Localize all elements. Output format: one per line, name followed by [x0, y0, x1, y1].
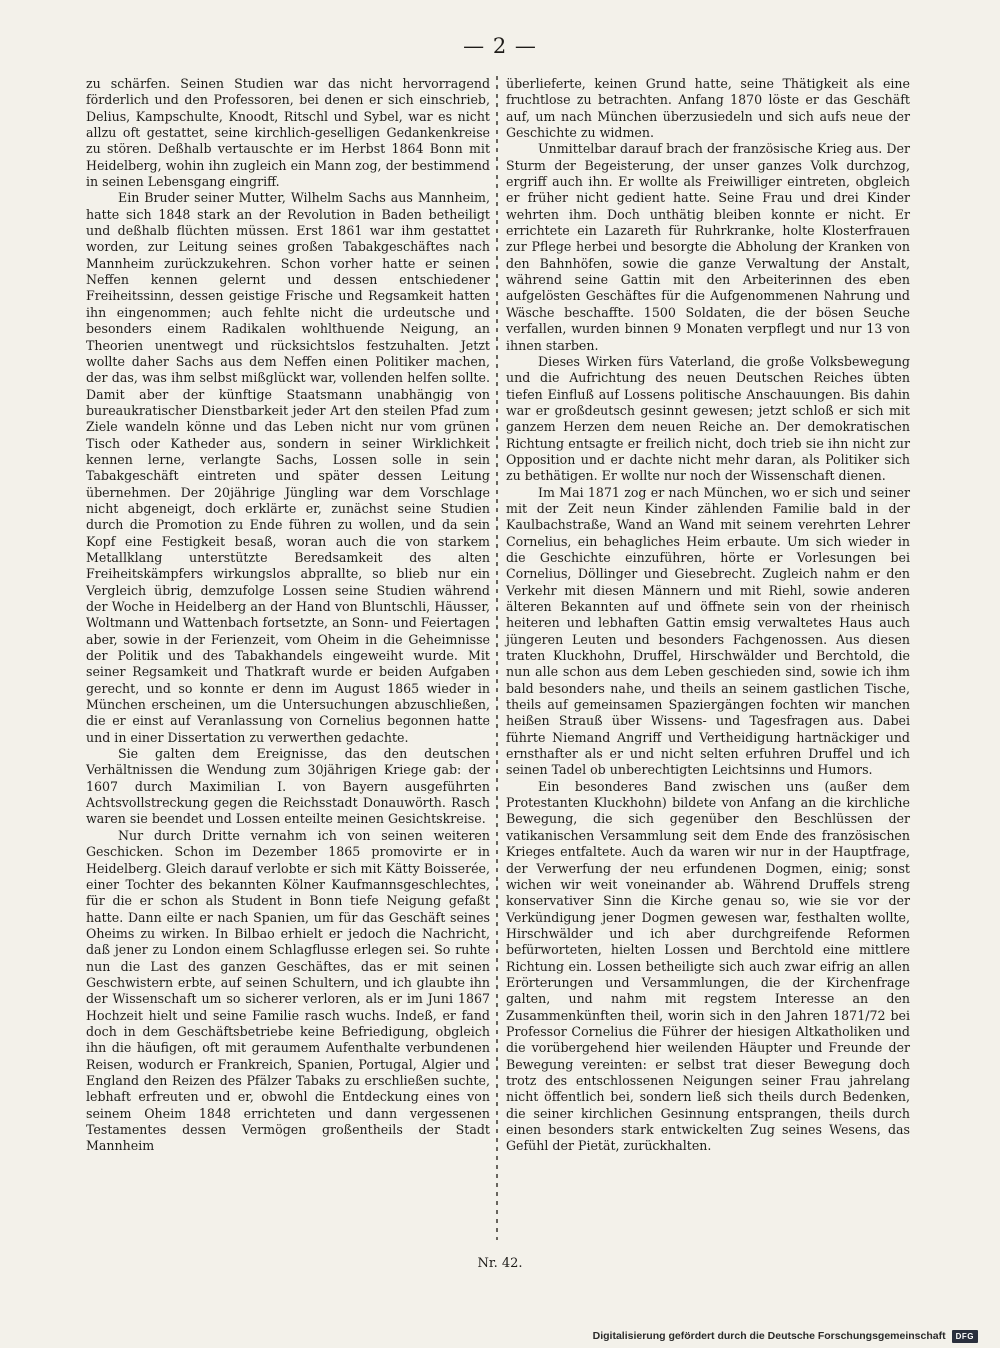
paragraph: Ein Bruder seiner Mutter, Wilhelm Sachs aus Mannheim, hatte sich 1848 stark an der Revolution in Baden betheiligt und deßhalb flüchten müssen. Erst 1861 war ihm gestattet worden, zur Leitung seines großen Tabakgeschäftes nach Mannheim zurückzukehren. Schon vorher hatte er seinen Neffen kennen gelernt und dessen entschiedener Freiheitssinn, dessen geistige Frische und Regsamkeit hatten ihn eingenommen; auch fehlte nicht die urdeutsche und besonders einem Radikalen wohlthuende Neigung, an Theorien unentwegt und rücksichtslos festzuhalten. Jetzt wollte daher Sachs aus dem Neffen einen Politiker machen, der das, was ihm selbst mißglückt war, vollenden helfen sollte. Damit aber der künftige Staatsmann unabhängig von bureaukratischer Dienstbarkeit jeder Art den steilen Pfad zum Ziele wandeln könne und das Leben nicht nur vom grünen Tisch oder Katheder aus, sondern in seiner Wirklichkeit kennen lerne, verlangte Sachs, Lossen solle in sein Tabakgeschäft eintreten und später dessen Leitung übernehmen. Der 20jährige Jüngling war dem Vorschlage nicht abgeneigt, doch erklärte er, zunächst seine Studien durch die Promotion zu Ende führen zu wollen, und da sein Kopf eine Festigkeit besaß, woran auch die von starkem Metallklang unterstützte Beredsamkeit des alten Freiheitskämpfers wirkungslos abprallte, so blieb nur ein Vergleich übrig, demzufolge Lossen seine Studien während der Woche in Heidelberg an der Hand von Bluntschli, Häusser, Woltmann und Wattenbach fortsetzte, an Sonn- und Feiertagen aber, sowie in der Ferienzeit, vom Oheim in die Geheimnisse der Politik und des Tabakhandels eingeweiht wurde. Mit seiner Regsamkeit und Thatkraft wurde er beiden Aufgaben gerecht, und so konnte er denn im August 1865 wieder in München erscheinen, um die Untersuchungen abzuschließen, die er einst auf Veranlassung von Cornelius begonnen hatte und in einer Dissertation zu verwerthen gedachte.: [86, 190, 490, 745]
column-divider: [496, 76, 498, 1240]
paragraph: Dieses Wirken fürs Vaterland, die große Volksbewegung und die Aufrichtung des neuen Deutschen Reiches übten tiefen Einfluß auf Lossens politische Anschauungen. Bis dahin war er großdeutsch gesinnt gewesen; jetzt schloß er sich mit ganzem Herzen dem neuen Reiche an. Der demokratischen Richtung entsagte er freilich nicht, doch trieb sie ihn nicht zur Opposition und er dachte nicht mehr daran, als Politiker sich zu bethätigen. Er wollte nur noch der Wissenschaft dienen.: [506, 353, 910, 484]
paragraph: Nur durch Dritte vernahm ich von seinen weiteren Geschicken. Schon im Dezember 1865 promovirte er in Heidelberg. Gleich darauf verlobte er sich mit Kätty Boisserée, einer Tochter des bekannten Kölner Kaufmannsgeschlechtes, für die er schon als Student in Bonn tiefe Neigung gefaßt hatte. Dann eilte er nach Spanien, um für das Geschäft seines Oheims zu wirken. In Bilbao erhielt er jedoch die Nachricht, daß jener zu London einem Schlagflusse erlegen sei. So ruhte nun die Last des ganzen Geschäftes, das er mit seinen Geschwistern erbte, auf seinen Schultern, und ich glaubte ihn der Wissenschaft um so sicherer verloren, als er im Juni 1867 Hochzeit hielt und seine Familie rasch wuchs. Indeß, er fand doch in dem Geschäftsbetriebe keine Befriedigung, obgleich ihn die häufigen, oft mit geraumem Aufenthalte verbundenen Reisen, wodurch er Frankreich, Spanien, Portugal, Algier und England den Reizen des Pfälzer Tabaks zu erschließen suchte, lebhaft erfreuten und er, obwohl die Entdeckung eines von seinem Oheim 1848 errichteten und dann vergessenen Testamentes dessen Vermögen großentheils der Stadt Mannheim: [86, 827, 490, 1154]
funding-notice: Digitalisierung gefördert durch die Deutsche Forschungsgemeinschaft: [592, 1330, 946, 1342]
funding-footer: [593, 1325, 978, 1347]
paragraph: Unmittelbar darauf brach der französische Krieg aus. Der Sturm der Begeisterung, der unser ganzes Volk durchzog, ergriff auch ihn. Er wollte als Freiwilliger eintreten, obgleich er früher nicht gedient hatte. Seine Frau und drei Kinder wehrten ihm. Doch unthätig bleiben konnte er nicht. Er errichtete ein Lazareth für Ruhrkranke, holte Klosterfrauen zur Pflege herbei und besorgte die Abholung der Kranken von den Bahnhöfen, sowie die ganze Verwaltung der Anstalt, während seine Gattin mit den Arbeiterinnen des eben aufgelösten Geschäftes für die Aufgenommenen Nahrung und Wäsche beschaffte. 1500 Soldaten, die der bösen Seuche verfallen, wurden binnen 9 Monaten verpflegt und nur 13 von ihnen starben.: [506, 141, 910, 353]
left-column: [86, 76, 490, 1242]
dfg-logo-icon: DFG: [952, 1330, 978, 1343]
right-column: [506, 76, 910, 1242]
paragraph: zu schärfen. Seinen Studien war das nicht hervorragend förderlich und den Professoren, bei denen er sich einschrieb, Delius, Kampschulte, Knoodt, Ritschl und Sybel, war es nicht allzu oft gestattet, seine kirchlich-geselligen Gedankenkreise zu stören. Deßhalb vertauschte er im Herbst 1864 Bonn mit Heidelberg, wohin ihn zugleich ein Mann zog, der bestimmend in seinen Lebensgang eingriff.: [86, 76, 490, 190]
issue-number: Nr. 42.: [477, 1256, 523, 1271]
paragraph: Ein besonderes Band zwischen uns (außer dem Protestanten Kluckhohn) bildete von Anfang an die kirchliche Bewegung, die sich gegenüber den Beschlüssen der vatikanischen Versammlung seit dem Ende des französischen Krieges entfaltete. Auch da waren wir nur in der Hauptfrage, der Verwerfung der neu erfundenen Dogmen, einig; sonst wichen wir weit voneinander ab. Während Druffels streng konservativer Sinn die Kirche genau so, wie sie vor der Verkündigung jener Dogmen gewesen war, festhalten wollte, Hirschwälder und ich aber durchgreifende Reformen befürworteten, hielten Lossen und Berchtold eine mittlere Richtung ein. Lossen betheiligte sich auch zwar eifrig an allen Erörterungen und Versammlungen, die der Kirchenfrage galten, und nahm mit regstem Interesse an den Zusammenkünften theil, worin sich in den Jahren 1871/72 bei Professor Cornelius die Führer der hiesigen Altkatholiken und die vorübergehend hier weilenden Häupter und Freunde der Bewegung vereinten: er selbst trat dieser Bewegung doch trotz des entschlossenen Neigungen seiner Frau jahrelang nicht öffentlich bei, sondern ließ sich theils durch Bedenken, die seiner kirchlichen Gesinnung entsprangen, theils durch einen besonders stark entwickelten Zug seines Wesens, das Gefühl der Pietät, zurückhalten.: [506, 778, 910, 1154]
paragraph: Sie galten dem Ereignisse, das den deutschen Verhältnissen die Wendung zum 30jährigen Kriege gab: der 1607 durch Maximilian I. von Bayern ausgeführten Achtsvollstreckung gegen die Reichsstadt Donauwörth. Rasch waren sie beendet und Lossen enteilte meinen Gesichtskreise.: [86, 746, 490, 827]
paragraph: Im Mai 1871 zog er nach München, wo er sich und seiner mit der Zeit neun Kinder zählenden Familie bald in der Kaulbachstraße, Wand an Wand mit seinem verehrten Lehrer Cornelius, ein behagliches Heim erbaute. Um sich wieder in die Geschichte einzuführen, hörte er Vorlesungen bei Cornelius, Döllinger und Giesebrecht. Zugleich nahm er den Verkehr mit diesen Männern und mit Riehl, sowie anderen älteren Bekannten auf und öffnete sein von der rheinisch heiteren und lebhaften Gattin emsig verwaltetes Haus auch jüngeren Leuten und besonders Fachgenossen. Aus diesen traten Kluckhohn, Druffel, Hirschwälder und Berchtold, die nun alle schon aus dem Leben geschieden sind, sowie ich ihm bald besonders nahe, und theils an seinem gastlichen Tische, theils auf gemeinsamen Spaziergängen fochten wir manchen heißen Strauß über Wissens- und Tagesfragen aus. Dabei führte Niemand Angriff und Vertheidigung hartnäckiger und ernsthafter als er und nicht selten erfuhren Druffel und ich seinen Tadel ob unberechtigten Leichtsinns und Humors.: [506, 484, 910, 778]
page-number: — 2 —: [463, 34, 537, 58]
paragraph: überlieferte, keinen Grund hatte, seine Thätigkeit als eine fruchtlose zu betrachten. Anfang 1870 löste er das Geschäft auf, um nach München überzusiedeln und sich aufs neue der Geschichte zu widmen.: [506, 76, 910, 141]
